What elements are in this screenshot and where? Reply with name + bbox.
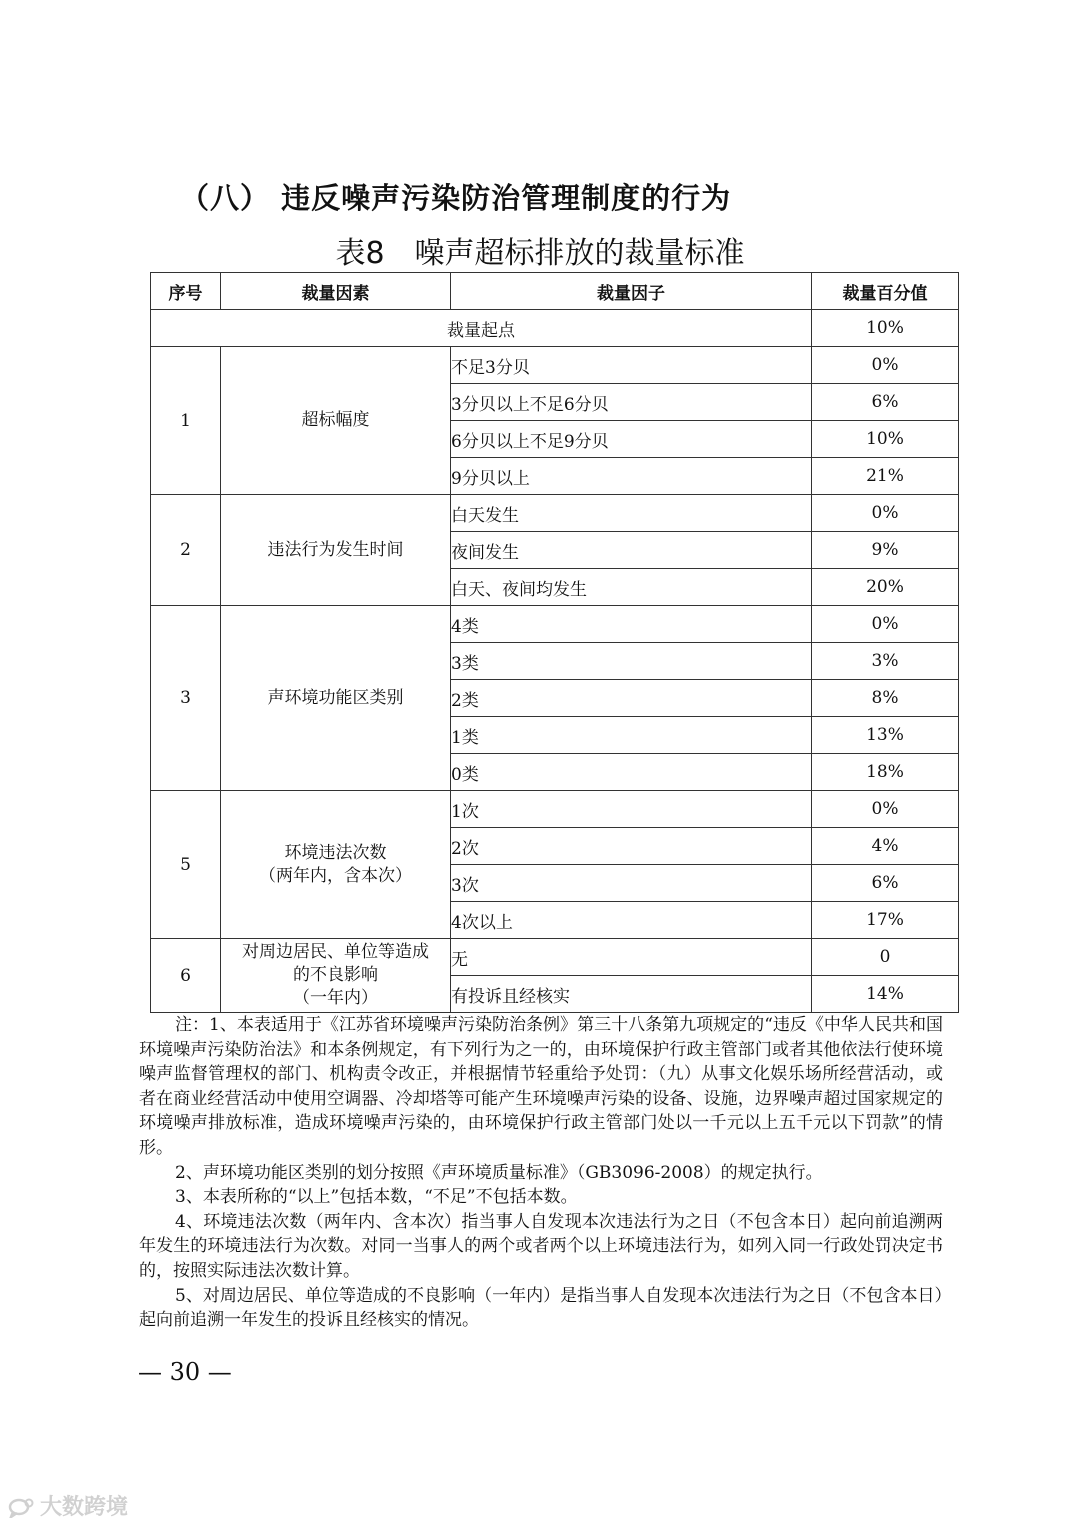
seq-cell: 5 [151,791,221,939]
factor-cell [221,606,451,791]
item-cell: 3次 [451,865,812,902]
value-cell: 10% [812,421,959,458]
item-cell: 有投诉且经核实 [451,976,812,1013]
item-cell: 4类 [451,606,812,643]
factor-line: 违法行为发生时间 [267,539,404,560]
header-item: 裁量因子 [451,273,812,310]
watermark-text: 大数跨境 [40,1495,129,1520]
value-cell: 21% [812,458,959,495]
start-row [151,310,959,347]
value-cell: 3% [812,643,959,680]
page-number: — 30 — [138,1358,232,1386]
note-paragraph: 3、本表所称的“以上”包括本数，“不足”不包括本数。 [175,1187,578,1208]
factor-line: （两年内，含本次） [259,865,412,886]
value-cell: 17% [812,902,959,939]
seq-cell: 6 [151,939,221,1013]
standards-table [150,272,959,1013]
note-paragraph: 注：1、本表适用于《江苏省环境噪声污染防治条例》第三十八条第九项规定的“违反《中华人民共和国环境噪声污染防治法》和本条例规定，有下列行为之一的，由环境保护行政主管部门或者其他依法行使环境噪声监督管理权的部门、机构责令改正，并根据情节轻重给予处罚：（九）从事文化娱乐场所经营活动，或者在商业经营活动中使用空调器、冷却塔等可能产生环境噪声污染的设备、设施，边界噪声超过国家规定的环境噪声排放标准，造成环境噪声污染的，由环境保护行政主管部门处以一千元以上五千元以下罚款”的情形。 [139,1015,943,1158]
factor-line: 对周边居民、单位等造成 [242,942,429,962]
item-cell: 不足3分贝 [451,347,812,384]
note-paragraph: 2、声环境功能区类别的划分按照《声环境质量标准》（GB3096-2008）的规定执行。 [175,1162,823,1183]
factor-cell [221,347,451,495]
factor-cell [221,495,451,606]
item-cell: 夜间发生 [451,532,812,569]
header-value: 裁量百分值 [812,273,959,310]
item-cell: 2次 [451,828,812,865]
value-cell: 0 [812,939,959,976]
note-paragraph: 4、环境违法次数（两年内、含本次）指当事人自发现本次违法行为之日（不包含本日）起向前追溯两年发生的环境违法行为次数。对同一当事人的两个或者两个以上环境违法行为，如列入同一行政处罚决定书的，按照实际违法次数计算。 [139,1211,943,1281]
item-cell: 6分贝以上不足9分贝 [451,421,812,458]
value-cell: 4% [812,828,959,865]
value-cell: 20% [812,569,959,606]
factor-line: 环境违法次数 [284,842,387,863]
note-paragraph: 5、对周边居民、单位等造成的不良影响（一年内）是指当事人自发现本次违法行为之日（不包含本日）起向前追溯一年发生的投诉且经核实的情况。 [139,1285,943,1331]
item-cell: 9分贝以上 [451,458,812,495]
table-row [151,495,959,532]
table-row [151,606,959,643]
factor-cell [221,791,451,939]
table-header-row [151,273,959,310]
table-notes [139,1013,943,1333]
table-row [151,791,959,828]
header-seq: 序号 [151,273,221,310]
table-body [151,310,959,1013]
item-cell: 3类 [451,643,812,680]
item-cell: 白天发生 [451,495,812,532]
value-cell: 0% [812,495,959,532]
factor-line: 超标幅度 [301,410,370,430]
item-cell: 1类 [451,717,812,754]
item-cell: 1次 [451,791,812,828]
seq-cell: 1 [151,347,221,495]
item-cell: 3分贝以上不足6分贝 [451,384,812,421]
item-cell: 白天、夜间均发生 [451,569,812,606]
seq-cell: 2 [151,495,221,606]
factor-line: 的不良影响 [293,965,378,985]
start-row-value: 10% [812,310,959,347]
value-cell: 8% [812,680,959,717]
factor-cell [221,939,451,1013]
value-cell: 6% [812,384,959,421]
chat-bubble-icon [8,1498,34,1518]
watermark [8,1490,128,1521]
table-row [151,939,959,976]
factor-line: 声环境功能区类别 [267,687,404,708]
value-cell: 6% [812,865,959,902]
table-title: 表8 噪声超标排放的裁量标准 [335,236,745,271]
section-heading: （八） 违反噪声污染防治管理制度的行为 [180,181,732,215]
value-cell: 18% [812,754,959,791]
item-cell: 无 [451,939,812,976]
seq-cell: 3 [151,606,221,791]
value-cell: 14% [812,976,959,1013]
item-cell: 2类 [451,680,812,717]
value-cell: 0% [812,347,959,384]
value-cell: 13% [812,717,959,754]
value-cell: 0% [812,606,959,643]
header-factor: 裁量因素 [221,273,451,310]
value-cell: 9% [812,532,959,569]
item-cell: 4次以上 [451,902,812,939]
table-row [151,347,959,384]
value-cell: 0% [812,791,959,828]
item-cell: 0类 [451,754,812,791]
start-row-label: 裁量起点 [151,310,812,347]
factor-line: （一年内） [293,988,378,1008]
